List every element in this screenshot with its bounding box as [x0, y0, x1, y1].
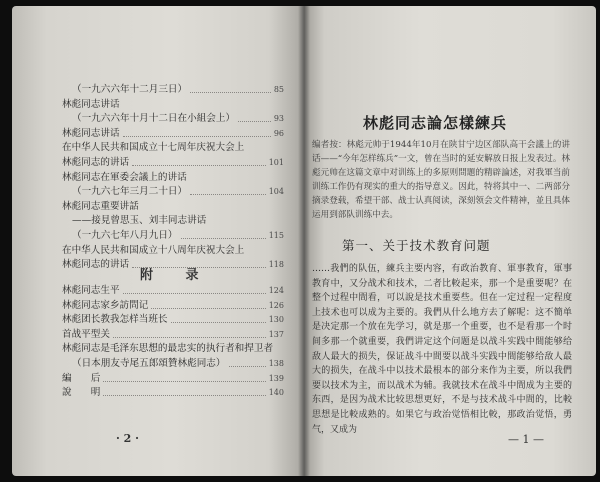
toc-entry — [62, 156, 284, 171]
toc-entry-title: 在中华人民共和国成立十七周年庆祝大会上 — [62, 142, 245, 154]
toc-leader-dots — [171, 322, 266, 323]
toc-page-number: 104 — [268, 187, 284, 197]
right-page-number: — 1 — — [508, 433, 544, 446]
toc-entry — [62, 244, 284, 259]
left-page-number: · 2 · — [116, 432, 139, 445]
toc-page-number: 96 — [273, 128, 284, 138]
toc-entry — [62, 313, 284, 328]
toc-entry — [62, 214, 284, 229]
toc-leader-dots — [151, 308, 266, 309]
toc-page-number: 139 — [268, 373, 284, 383]
toc-entry — [62, 112, 284, 127]
toc-leader-dots — [113, 337, 266, 338]
toc-leader-dots — [229, 366, 266, 367]
book-spine — [298, 6, 310, 476]
toc-entry-title: （一九六七年八月九日） — [72, 229, 178, 241]
toc-entry-title: （一九六六年十月十二日在小組会上） — [72, 113, 236, 125]
toc-entry-title: 林彪同志生平 — [62, 285, 120, 296]
toc-page-number: 124 — [268, 286, 284, 295]
toc-leader-dots — [190, 194, 266, 195]
toc-leader-dots — [181, 238, 266, 239]
toc-entry — [62, 141, 284, 156]
toc-entry — [62, 83, 284, 98]
toc-entry-title: 林彪团长教我怎样当班长 — [62, 314, 168, 326]
appendix-contents — [62, 284, 284, 401]
toc-page-number: 118 — [268, 260, 284, 270]
toc-leader-dots — [123, 136, 271, 137]
toc-entry-title: 林彪同志家乡訪問记 — [62, 299, 149, 311]
toc-entry — [62, 299, 284, 314]
toc-entry-title: 在中华人民共和国成立十八周年庆祝大会上 — [62, 244, 245, 256]
toc-entry — [62, 342, 284, 357]
toc-entry-title: 林彪同志讲话 — [62, 127, 120, 139]
toc-entry-title: 林彪同志的讲话 — [62, 156, 130, 168]
article-body: ……我們的队伍，練兵主要内容，有政治教育、軍事教育，軍事教育中，又分战术和技术，二者比較起来，那一个是重要呢？在整个过程中間看，可以說是技术重要些。但在一定过程一定程度上技术也可以成为主要的。我們从什么地方去了解呢：这不簡单是决定那一个放在先学习，就是那一个重要，也不是看那一个时间多那一个就重要，我們讲定这个问题是以战斗实践中間能够给敌人最大的损失，保证战斗中間要以战斗实践中間能够给敌人最大的损失，在战斗中以技术最根本的部分来作为主要，所以我們要以技术为主，而以战术为辅。我就技术在战斗中間成为主要的东西，是因为战术比较思想更好，不是与技术战斗中間的，比較思想是比較成熟的。如果它与政治觉悟相比較，那政治觉悟，勇气，又成为 — [312, 264, 572, 435]
editor-note: 编者按：林彪元帅于1944年10月在陕甘宁边区部队高干会議上的讲话——“今年怎样练兵”一文，曾在当时的延安解放日报上发表过。林彪元帅在这篇文章中对训练上的多原则問題的精辟論述，对我軍当前训练工作仍有现实的重大的指导意义。因此，特将其中一、二两部分摘录登载，希望干部、战士认真阅读，深刻领会文件精神，並且具体运用到部队训练中去。 — [312, 140, 571, 220]
toc-page-number: 93 — [273, 114, 284, 124]
appendix-heading: 附 录 — [140, 268, 213, 283]
toc-entry — [62, 185, 284, 200]
toc-page-number: 140 — [268, 388, 284, 398]
toc-entry — [62, 386, 284, 401]
toc-entry — [62, 372, 284, 387]
toc-entry — [62, 171, 284, 186]
toc-page-number: 138 — [268, 358, 284, 368]
toc-entry-title: 說 明 — [62, 387, 101, 399]
toc-leader-dots — [123, 293, 266, 294]
toc-entry-title: 林彪同志的讲话 — [62, 259, 130, 271]
toc-entry-title: ——接見曾思玉、刘丰同志讲话 — [72, 215, 207, 227]
toc-page-number: 85 — [273, 85, 284, 94]
article-title: 林彪同志論怎樣練兵 — [363, 114, 508, 132]
toc-entry — [62, 98, 284, 113]
toc-leader-dots — [190, 92, 271, 93]
toc-page-number: 115 — [268, 230, 284, 240]
toc-leader-dots — [103, 381, 266, 382]
toc-entry-title: 林彪同志是毛泽东思想的最忠实的执行者和捍卫者 — [62, 343, 274, 355]
toc-entry — [62, 284, 284, 299]
toc-leader-dots — [132, 165, 266, 166]
toc-page-number: 101 — [268, 157, 284, 167]
toc-entry — [62, 229, 284, 244]
toc-entry — [62, 200, 284, 215]
toc-leader-dots — [103, 395, 266, 396]
toc-entry-title: （一九六七年三月二十日） — [72, 186, 188, 198]
toc-entry-title: 林彪同志讲话 — [62, 98, 120, 110]
toc-page-number: 137 — [268, 329, 284, 339]
toc-entry-title: 編 后 — [62, 372, 101, 384]
section-title: 第一、关于技术教育问题 — [342, 238, 491, 253]
toc-entry — [62, 357, 284, 372]
toc-entry — [62, 127, 284, 142]
toc-page-number: 126 — [268, 300, 284, 310]
toc-leader-dots — [238, 121, 271, 122]
table-of-contents — [62, 83, 284, 273]
toc-entry-title: 林彪同志重要讲話 — [62, 200, 139, 212]
toc-entry-title: 林彪同志在軍委会議上的讲话 — [62, 171, 187, 183]
toc-entry-title: 首战平型关 — [62, 328, 110, 340]
toc-entry-title: （一九六六年十二月三日） — [72, 84, 188, 95]
toc-entry — [62, 328, 284, 343]
toc-entry-title: （日本朋友寺尾五郎頌贊林彪同志） — [72, 357, 226, 369]
toc-page-number: 130 — [268, 315, 284, 325]
